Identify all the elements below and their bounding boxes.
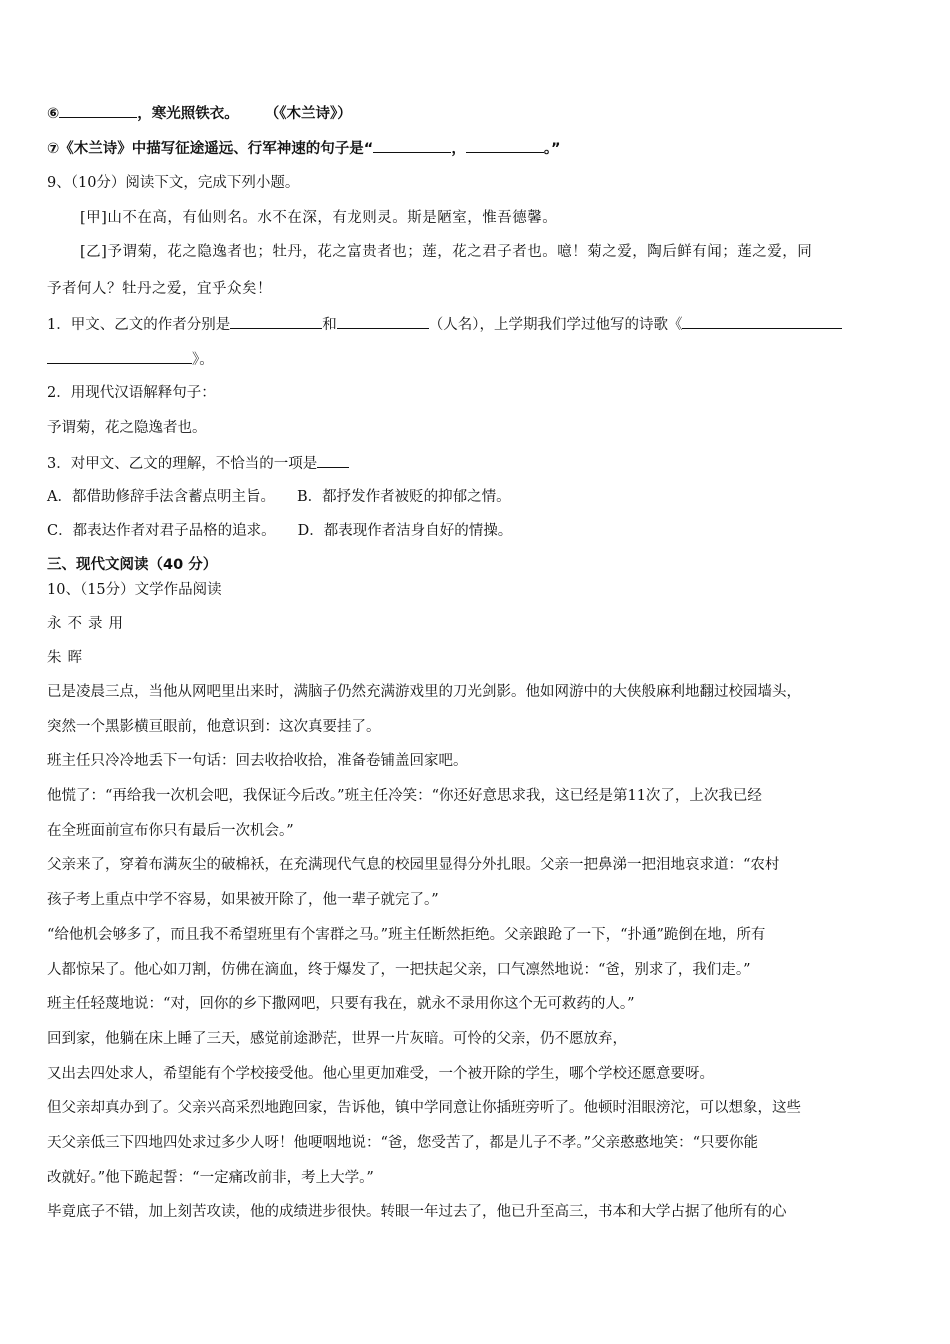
option-d[interactable]: D．都表现作者洁身自好的情操。 xyxy=(297,523,513,539)
answer-blank[interactable] xyxy=(466,137,544,153)
option-c[interactable]: C．都表达作者对君子品格的追求。 xyxy=(47,523,276,539)
paragraph-line: 又出去四处求人，希望能有个学校接受他。他心里更加难受，一个被开除的学生，哪个学校还愿意要呀。 xyxy=(47,1066,714,1082)
options-cd xyxy=(47,521,512,541)
text-segment: 1．甲文、乙文的作者分别是 xyxy=(47,317,231,333)
text-segment: 和 xyxy=(322,317,337,333)
text-segment: ⑦《木兰诗》中描写征途遥远、行军神速的句子是“ xyxy=(47,141,374,157)
passage-jia: [甲]山不在高，有仙则名。水不在深，有龙则灵。斯是陋室，惟吾德馨。 xyxy=(80,210,558,226)
paragraph-line: 突然一个黑影横亘眼前，他意识到：这次真要挂了。 xyxy=(47,719,381,735)
question-9-heading: 9、（10分）阅读下文，完成下列小题。 xyxy=(47,175,300,191)
paragraph-line: 在全班面前宣布你只有最后一次机会。” xyxy=(47,823,294,839)
option-b[interactable]: B．都抒发作者被贬的抑郁之情。 xyxy=(296,489,511,505)
answer-blank[interactable] xyxy=(373,137,451,153)
answer-blank[interactable] xyxy=(59,102,137,118)
text-segment: 》。 xyxy=(192,352,214,368)
option-a[interactable]: A．都借助修辞手法含蓄点明主旨。 xyxy=(47,489,275,505)
paragraph-line: “给他机会够多了，而且我不希望班里有个害群之马。”班主任断然拒绝。父亲踉跄了一下，“扑通”跪倒在地，所有 xyxy=(47,927,766,943)
paragraph-line: 班主任只冷冷地丢下一句话：回去收拾收拾，准备卷铺盖回家吧。 xyxy=(47,753,468,769)
text-segment: ，寒光照铁衣。 xyxy=(137,106,239,122)
passage-yi-line1: [乙]予谓菊，花之隐逸者也；牡丹，花之富贵者也；莲，花之君子者也。噫！菊之爱，陶后鲜有闻；莲之爱，同 xyxy=(80,244,813,260)
question-1-line2 xyxy=(47,348,214,370)
article-title: 永不录用 xyxy=(47,616,129,632)
question-2-sentence: 予谓菊，花之隐逸者也。 xyxy=(47,420,207,436)
question-1-line1 xyxy=(47,313,842,335)
item-number: ⑥ xyxy=(47,106,60,122)
line-mulan-6 xyxy=(47,102,352,124)
article-author: 朱晖 xyxy=(47,650,88,666)
paragraph-line: 人都惊呆了。他心如刀割，仿佛在滴血，终于爆发了，一把扶起父亲，口气凛然地说：“爸，别求了，我们走。” xyxy=(47,962,751,978)
section-3-heading: 三、现代文阅读（40 分） xyxy=(47,557,218,573)
paragraph-line: 毕竟底子不错，加上刻苦攻读，他的成绩进步很快。转眼一年过去了，他已升至高三，书本和大学占据了他所有的心 xyxy=(47,1204,787,1220)
text-segment: 3．对甲文、乙文的理解，不恰当的一项是 xyxy=(47,456,318,472)
paragraph-line: 改就好。”他下跪起誓：“一定痛改前非，考上大学。” xyxy=(47,1170,374,1186)
text-segment: （人名），上学期我们学过他写的诗歌《 xyxy=(428,317,683,333)
answer-blank[interactable] xyxy=(682,313,842,329)
options-ab xyxy=(47,487,511,507)
question-10-heading: 10、（15分）文学作品阅读 xyxy=(47,582,222,598)
paragraph-line: 回到家，他躺在床上睡了三天，感觉前途渺茫，世界一片灰暗。可怜的父亲，仍不愿放弃， xyxy=(47,1031,627,1047)
question-2: 2．用现代汉语解释句子： xyxy=(47,385,216,401)
paragraph-line: 班主任轻蔑地说：“对，回你的乡下撒网吧，只要有我在，就永不录用你这个无可救药的人。” xyxy=(47,996,635,1012)
paragraph-line: 父亲来了，穿着布满灰尘的破棉袄，在充满现代气息的校园里显得分外扎眼。父亲一把鼻涕一把泪地哀求道：“农村 xyxy=(47,857,780,873)
paragraph-line: 天父亲低三下四地四处求过多少人呀！他哽咽地说：“爸，您受苦了，都是儿子不孝。”父亲憨憨地笑：“只要你能 xyxy=(47,1135,758,1151)
paragraph-line: 但父亲却真办到了。父亲兴高采烈地跑回家，告诉他，镇中学同意让你插班旁听了。他顿时泪眼滂沱，可以想象，这些 xyxy=(47,1100,801,1116)
answer-blank[interactable] xyxy=(47,348,192,364)
text-segment: 。” xyxy=(543,141,561,157)
line-mulan-7 xyxy=(47,137,561,159)
paragraph-line: 已是凌晨三点，当他从网吧里出来时，满脑子仍然充满游戏里的刀光剑影。他如网游中的大侠般麻利地翻过校园墙头， xyxy=(47,684,801,700)
answer-blank[interactable] xyxy=(317,452,349,468)
answer-blank[interactable] xyxy=(230,313,322,329)
answer-blank[interactable] xyxy=(337,313,429,329)
text-segment: ， xyxy=(451,141,466,157)
question-3 xyxy=(47,452,349,474)
passage-yi-line2: 予者何人？牡丹之爱，宜乎众矣！ xyxy=(47,281,272,297)
source-citation: （《木兰诗》） xyxy=(264,106,352,122)
paragraph-line: 孩子考上重点中学不容易，如果被开除了，他一辈子就完了。” xyxy=(47,892,439,908)
paragraph-line: 他慌了：“再给我一次机会吧，我保证今后改。”班主任冷笑：“你还好意思求我，这已经是第11次了，上次我已经 xyxy=(47,788,762,804)
